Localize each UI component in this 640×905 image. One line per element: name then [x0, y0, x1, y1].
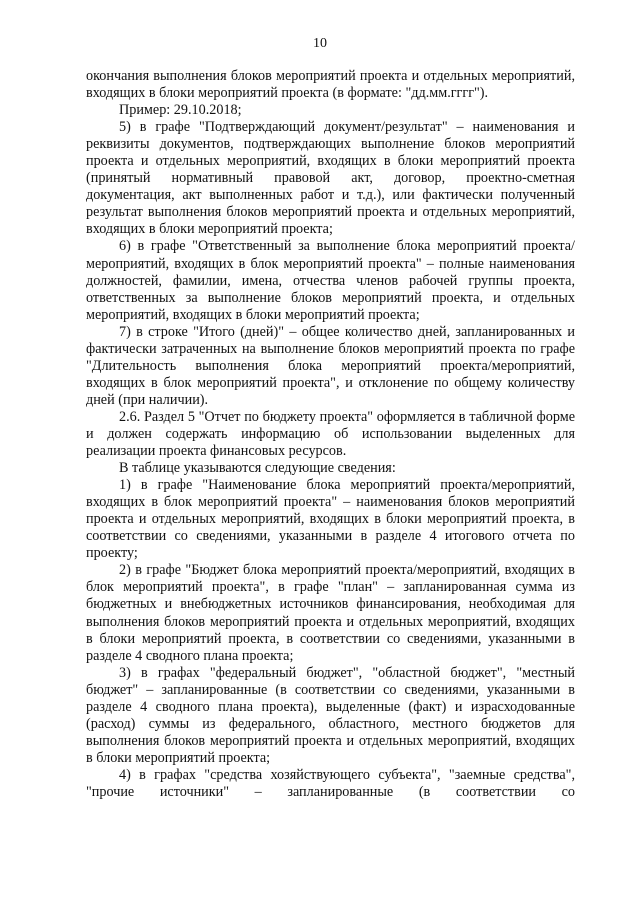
paragraph-table-item-4: 4) в графах "средства хозяйствующего субъекта", "заемные средства", "прочие источники" – запланированные (в соответствии со	[86, 766, 575, 800]
paragraph-table-intro: В таблице указываются следующие сведения:	[119, 460, 396, 477]
paragraph-item-6: 6) в графе "Ответственный за выполнение блока мероприятий проекта/мероприятий, входящих в блок мероприятий проекта" – полные наименования должностей, фамилии, имена, отчества членов рабочей группы проекта, ответственных за выполнение блоков мероприятий проекта, и отдельных мероприятий, входящих в блоки мероприятий проекта;	[86, 238, 575, 323]
paragraph-item-5: 5) в графе "Подтверждающий документ/результат" – наименования и реквизиты документов, подтверждающих выполнение блоков мероприятий проекта и отдельных мероприятий, входящих в блоки мероприятий проекта (принятый нормативный правовой акт, договор, проектно-сметная документация, акт выполненных работ и т.д.), или фактически полученный результат выполнения блоков мероприятий проекта и отдельных мероприятий, входящих в блоки мероприятий проекта;	[86, 119, 575, 238]
paragraph-item-7: 7) в строке "Итого (дней)" – общее количество дней, запланированных и фактически затраченных на выполнение блоков мероприятий проекта по графе "Длительность выполнения блока мероприятий проекта/мероприятий, входящих в блок мероприятий проекта", и отклонение по общему количеству дней (при наличии).	[86, 323, 575, 408]
paragraph-example: Пример: 29.10.2018;	[119, 102, 242, 119]
paragraph-table-item-2: 2) в графе "Бюджет блока мероприятий проекта/мероприятий, входящих в блок мероприятий проекта", в графе "план" – запланированная сумма из бюджетных и внебюджетных источников финансирования, необходимая для выполнения блоков мероприятий проекта и отдельных мероприятий, входящих в блоки мероприятий проекта, в соответствии со сведениями, указанными в разделе 4 сводного плана проекта;	[86, 562, 575, 664]
paragraph-section-2-6: 2.6. Раздел 5 "Отчет по бюджету проекта" оформляется в табличной форме и должен содержать информацию об использовании выделенных для реализации проекта финансовых ресурсов.	[86, 408, 575, 460]
page-number: 10	[313, 36, 327, 51]
paragraph-continuation: окончания выполнения блоков мероприятий проекта и отдельных мероприятий, входящих в блоки мероприятий проекта (в формате: "дд.мм.гггг").	[86, 68, 575, 102]
paragraph-table-item-3: 3) в графах "федеральный бюджет", "областной бюджет", "местный бюджет" – запланированные (в соответствии со сведениями, указанными в разделе 4 сводного плана проекта), выделенные (факт) и израсходованные (расход) суммы из федерального, областного, местного бюджетов для выполнения блоков мероприятий проекта и отдельных мероприятий, входящих в блоки мероприятий проекта;	[86, 664, 575, 766]
document-body	[86, 68, 575, 801]
paragraph-table-item-1: 1) в графе "Наименование блока мероприятий проекта/мероприятий, входящих в блок мероприятий проекта" – наименования блоков мероприятий проекта и отдельных мероприятий, входящих в блоки мероприятий проекта, в соответствии со сведениями, указанными в разделе 4 итогового отчета по проекту;	[86, 477, 575, 562]
